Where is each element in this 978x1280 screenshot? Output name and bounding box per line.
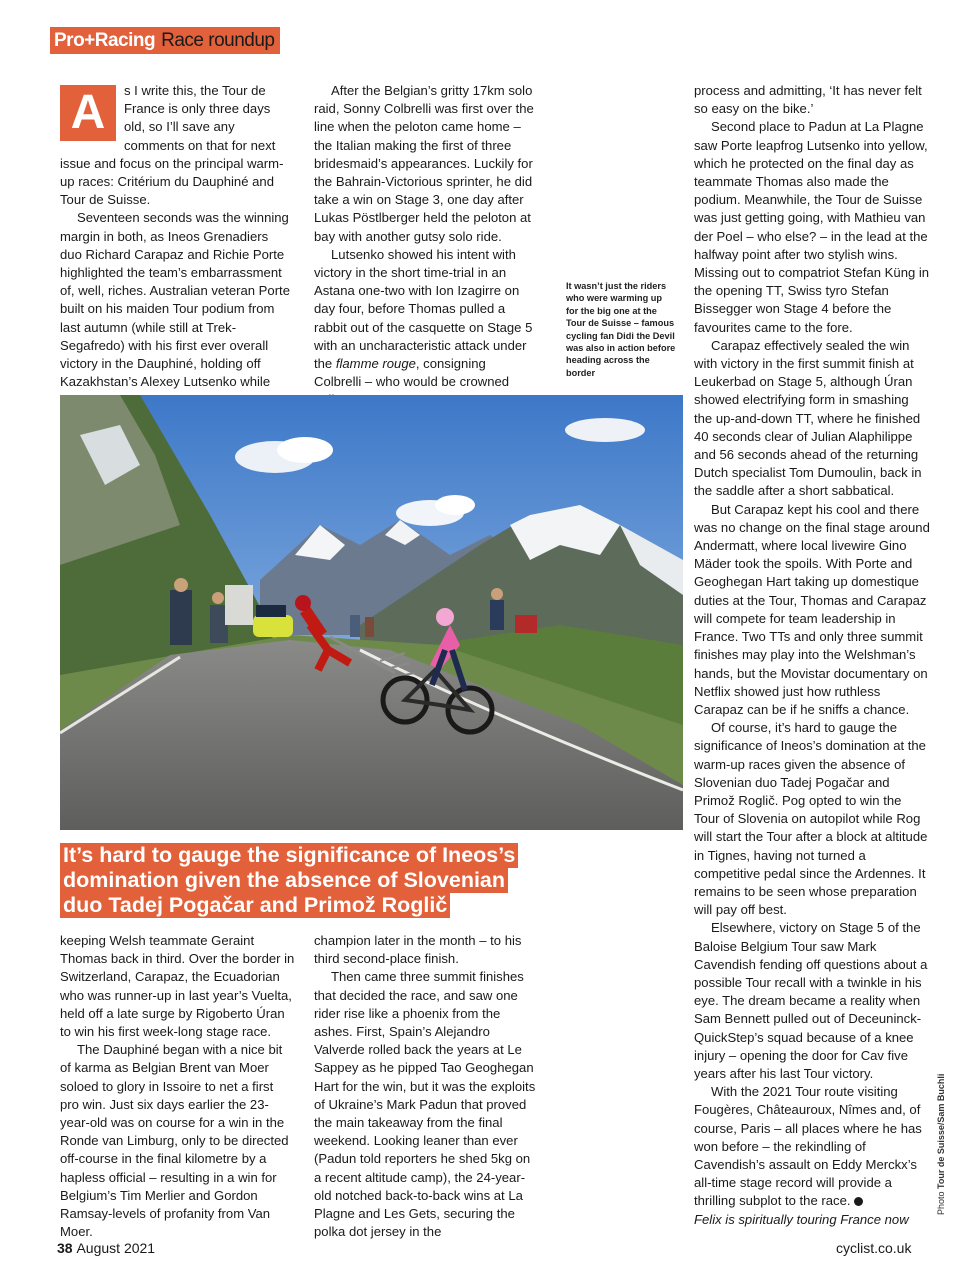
pull-quote	[60, 843, 540, 918]
column-2-top	[314, 82, 536, 410]
section-header	[50, 27, 280, 54]
pull-quote-line: duo Tadej Pogačar and Primož Roglič	[60, 893, 450, 918]
issue-date: August 2021	[76, 1240, 156, 1256]
paragraph: Carapaz effectively sealed the win with victory in the first summit finish at Leukerbad on Stage 5, although Úran showed electrifying form in smashing the up-and-down TT, where he finished 40 seconds clear of Julian Alaphilippe and 56 seconds ahead of the returning Dutch specialist Tom Dumoulin, back in the saddle after a short sabbatical.	[694, 337, 922, 499]
photo-caption: It wasn’t just the riders who were warming up for the big one at the Tour de Suisse – famous cycling fan Didi the Devil was also in action before heading across the border	[566, 281, 676, 378]
pull-quote-line: domination given the absence of Slovenian	[60, 868, 508, 893]
photo-credit	[936, 1074, 946, 1215]
paragraph: Of course, it’s hard to gauge the significance of Ineos’s domination at the warm-up races given the absence of Slovenian duo Tadej Pogačar and Primož Roglič. Pog opted to win the Tour of Slovenia on autopilot while Rog will start the Tour after a block at altitude in Tignes, having not turned a competitive pedal since the Ardennes. It remains to be seen whose preparation will pay off best.	[694, 720, 928, 918]
page-number: 38	[57, 1240, 73, 1256]
text-run: , consigning Colbrelli – who would be crowned	[314, 356, 510, 390]
paragraph: Second place to Padun at La Plagne saw Porte leapfrog Lutsenko into yellow, which he protected on the final day as teammate Thomas also made the podium. Meanwhile, the Tour de Suisse was just getting going, with Mathieu van der Poel – who else? – in the lead at the halfway point after two stylish wins. Missing out to compatriot Stefan Küng in the opening TT, Swiss tyro Stefan Bissegger won Stage 4 before the favourites came to the fore.	[694, 119, 930, 335]
column-1-top	[60, 82, 290, 391]
byline-text: Felix is spiritually touring France now	[694, 1211, 909, 1227]
photo-illustration	[60, 395, 683, 830]
paragraph	[314, 246, 536, 410]
pull-quote-line: It’s hard to gauge the significance of Ineos’s	[60, 843, 518, 868]
subsection-label: Race roundup	[159, 27, 279, 54]
paragraph: After the Belgian’s gritty 17km solo raid, Sonny Colbrelli was first over the line when the peloton came home – the Italian making the first of three bridesmaid’s appearances. Luckily for the Bahrain-Victorious sprinter, he did take a win on Stage 3, one day after Lukas Pöstlberger held the peloton at bay with another gutsy solo ride.	[314, 83, 534, 244]
paragraph: But Carapaz kept his cool and there was no change on the final stage around Andermatt, where local livewire Gino Mäder took the spoils. With Porte and Geoghegan Hart taking up domestique duties at the Tour, Thomas and Carapaz will compete for team leadership in France. Two TTs and only three summit finishes may play into the Welshman’s hands, but the Movistar documentary on Netflix showed just how ruthless Carapaz can be if he sniffs a chance.	[694, 501, 930, 717]
credit-label: Photo	[936, 1191, 946, 1215]
text-run: Lutsenko showed his intent with victory in the short time-trial in an Astana one-two with Ion Izagirre on day four, before Thomas pulled a rabbit out of the casquette on Stage 5 with an uncharacteristic attack under the	[314, 246, 533, 372]
race-photo	[60, 395, 683, 830]
drop-cap: A	[60, 85, 116, 141]
section-label: Pro+Racing	[50, 27, 159, 54]
paragraph: keeping Welsh teammate Geraint Thomas back in third. Over the border in Switzerland, Carapaz, the Ecuadorian who was runner-up in last year’s Vuelta, held off a late surge by Rigoberto Úran to win his first week-long stage race.	[60, 933, 295, 1040]
italic-run: flamme rouge	[335, 356, 416, 372]
column-1-bottom	[60, 932, 295, 1241]
paragraph	[694, 1083, 930, 1210]
credit-name: Tour de Suisse/Sam Buchli	[936, 1073, 946, 1189]
byline	[694, 1211, 930, 1229]
page-footer	[57, 1240, 155, 1256]
column-2-bottom	[314, 932, 540, 1241]
paragraph: Seventeen seconds was the winning margin in both, as Ineos Grenadiers duo Richard Carapaz and Richie Porte highlighted the team’s embarrassment of, well, riches. Australian veteran Porte built on his maiden Tour podium from last autumn (while still at Trek-Segafredo) with his first ever overall victory in the Dauphiné, holding off Kazakhstan’s Alexey Lutsenko while	[60, 210, 290, 390]
end-mark-icon	[854, 1197, 863, 1206]
paragraph: Elsewhere, victory on Stage 5 of the Baloise Belgium Tour saw Mark Cavendish fending off questions about a possible Tour recall with a twinkle in his eye. The dream became a reality when Sam Bennett pulled out of Deceuninck-QuickStep’s squad because of a knee injury – opening the door for Cav five years after his last Tour victory.	[694, 920, 928, 1081]
paragraph: s I write this, the Tour de France is only three days old, so I’ll save any comments on that for next issue and focus on the principal warm-up races: Critérium du Dauphiné and Tour de Suisse.	[60, 83, 284, 208]
paragraph: process and admitting, ‘It has never felt so easy on the bike.’	[694, 83, 922, 117]
column-3	[694, 82, 930, 1229]
paragraph: Then came three summit finishes that decided the race, and saw one rider rise like a phoenix from the ashes. First, Spain’s Alejandro Valverde rolled back the years at Le Sappey as he pipped Tao Geoghegan Hart for the win, but it was the exploits of Ukraine’s Mark Padun that proved the main takeaway from the final weekend. Looking leaner than ever (Padun told reporters he shed 5kg on a recent altitude camp), the 24-year-old notched back-to-back wins at La Plagne and Les Gets, securing the polka dot jersey in the	[314, 969, 536, 1240]
text-run: With the 2021 Tour route visiting Fougères, Châteauroux, Nîmes and, of course, Paris – all places where he has won before – the rekindling of Cavendish’s assault on Eddy Merckx’s all-time stage record will provide a thrilling subplot to the race.	[694, 1084, 922, 1209]
site-url[interactable]: cyclist.co.uk	[836, 1240, 912, 1256]
paragraph: The Dauphiné began with a nice bit of karma as Belgian Brent van Moer soloed to glory in Issoire to net a first pro win. Just six days earlier the 23-year-old was on course for a win in the Ronde van Limburg, only to be directed off-course in the final kilometre by a hapless official – resulting in a win for Belgium’s Tim Merlier and Gordon Ramsay-levels of profanity from Van Moer.	[60, 1042, 289, 1240]
paragraph: champion later in the month – to his third second-place finish.	[314, 933, 522, 967]
